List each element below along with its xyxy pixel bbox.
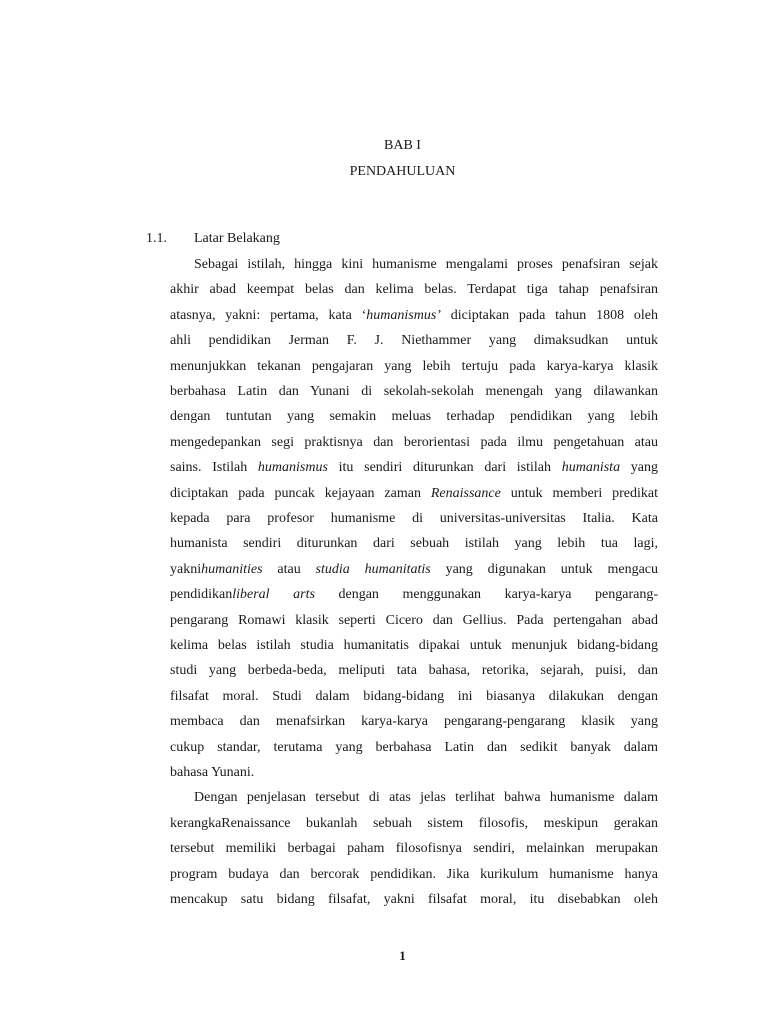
section-title: Latar Belakang: [194, 231, 280, 246]
body-line: tersebut memiliki berbagai paham filosofisnya sendiri, melainkan merupakan: [170, 841, 658, 856]
body-line: kelima belas istilah studia humanitatis dipakai untuk menunjuk bidang-bidang: [170, 638, 658, 653]
body-line: pendidikanliberal arts dengan menggunakan karya-karya pengarang-: [170, 587, 658, 602]
body-line: dengan tuntutan yang semakin meluas terhadap pendidikan yang lebih: [170, 409, 658, 424]
body-line: akhir abad keempat belas dan kelima belas. Terdapat tiga tahap penafsiran: [170, 282, 658, 297]
body-line: humanista sendiri diturunkan dari sebuah istilah yang lebih tua lagi,: [170, 536, 658, 551]
body-line: bahasa Yunani.: [170, 765, 255, 780]
section-number: 1.1.: [146, 231, 167, 246]
chapter-label: BAB I: [384, 138, 421, 153]
body-line: Sebagai istilah, hingga kini humanisme mengalami proses penafsiran sejak: [194, 257, 658, 272]
body-line: mencakup satu bidang filsafat, yakni filsafat moral, itu disebabkan oleh: [170, 892, 658, 907]
chapter-title: PENDAHULUAN: [349, 164, 456, 179]
body-line: berbahasa Latin dan Yunani di sekolah-sekolah menengah yang dilawankan: [170, 384, 658, 399]
body-line: mengedepankan segi praktisnya dan berorientasi pada ilmu pengetahuan atau: [170, 435, 658, 450]
body-line: yaknihumanities atau studia humanitatis yang digunakan untuk mengacu: [170, 562, 658, 577]
body-line: sains. Istilah humanismus itu sendiri diturunkan dari istilah humanista yang: [170, 460, 659, 475]
body-line: kerangkaRenaissance bukanlah sebuah sistem filosofis, meskipun gerakan: [170, 816, 658, 831]
body-line: Dengan penjelasan tersebut di atas jelas terlihat bahwa humanisme dalam: [194, 790, 658, 805]
body-line: atasnya, yakni: pertama, kata ‘humanismus’ diciptakan pada tahun 1808 oleh: [170, 308, 658, 323]
body-line: pengarang Romawi klasik seperti Cicero dan Gellius. Pada pertengahan abad: [170, 613, 658, 628]
body-line: ahli pendidikan Jerman F. J. Niethammer yang dimaksudkan untuk: [170, 333, 658, 348]
body-line: membaca dan menafsirkan karya-karya pengarang-pengarang klasik yang: [170, 714, 658, 729]
page-number: 1: [399, 948, 406, 963]
body-line: filsafat moral. Studi dalam bidang-bidang ini biasanya dilakukan dengan: [170, 689, 658, 704]
body-line: program budaya dan bercorak pendidikan. Jika kurikulum humanisme hanya: [170, 867, 658, 882]
body-line: diciptakan pada puncak kejayaan zaman Renaissance untuk memberi predikat: [170, 486, 658, 501]
body-line: menunjukkan tekanan pengajaran yang lebih tertuju pada karya-karya klasik: [170, 359, 658, 374]
body-line: studi yang berbeda-beda, meliputi tata bahasa, retorika, sejarah, puisi, dan: [170, 663, 658, 678]
body-line: cukup standar, terutama yang berbahasa Latin dan sedikit banyak dalam: [170, 740, 658, 755]
body-line: kepada para profesor humanisme di universitas-universitas Italia. Kata: [170, 511, 658, 526]
